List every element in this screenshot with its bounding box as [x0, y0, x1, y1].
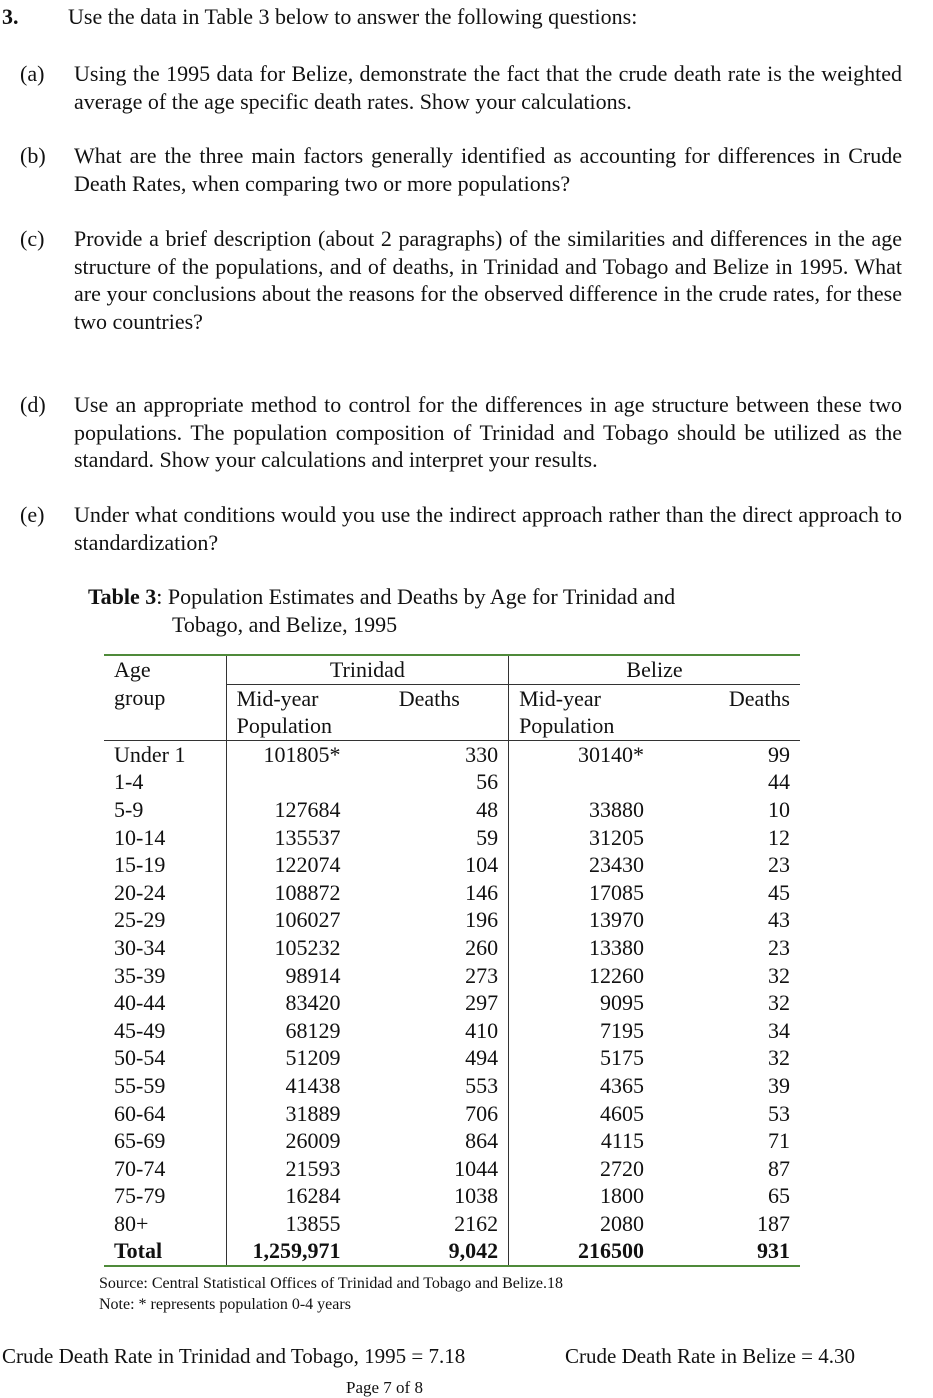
cell-tt-deaths: 104: [465, 852, 499, 878]
cell-bz-pop: 5175: [509, 1044, 654, 1072]
cell-tt-pop: 68129: [226, 1017, 350, 1045]
cell-age: 45-49: [114, 1017, 166, 1043]
total-bz-pop: 216500: [509, 1237, 654, 1266]
part-d-label: (d): [20, 392, 46, 417]
cell-bz-deaths: 187: [757, 1210, 790, 1236]
part-e-label: (e): [20, 502, 45, 527]
cell-bz-deaths: 10: [768, 796, 790, 822]
header-belize: Belize: [509, 655, 800, 684]
cell-bz-deaths: 23: [768, 852, 790, 878]
header-bz-midyear: Mid-year: [519, 685, 601, 711]
cell-bz-deaths: 39: [768, 1072, 790, 1098]
question-number: 3.: [2, 4, 19, 29]
header-age-line1: Age: [104, 655, 226, 684]
table-row: [104, 962, 800, 990]
cell-bz-pop: 7195: [509, 1017, 654, 1045]
cell-bz-deaths: 71: [768, 1128, 790, 1154]
table-notes: [99, 1273, 563, 1315]
cell-tt-pop: [226, 768, 350, 796]
table-row: [104, 796, 800, 824]
cell-bz-pop: [509, 768, 654, 796]
cell-bz-pop: 2080: [509, 1210, 654, 1238]
table-row: [104, 1155, 800, 1183]
cell-bz-deaths: 23: [768, 934, 790, 960]
table-body: [104, 740, 800, 1237]
header-tt-midyear: Mid-year: [236, 685, 319, 711]
part-b: [20, 142, 902, 197]
cell-bz-pop: 17085: [509, 879, 654, 907]
crude-death-rate-belize: Crude Death Rate in Belize = 4.30: [565, 1344, 856, 1368]
part-a-label: (a): [20, 61, 45, 86]
cell-tt-deaths: 196: [465, 907, 499, 933]
cell-bz-pop: 4605: [509, 1100, 654, 1128]
question-intro: Use the data in Table 3 below to answer the following questions:: [68, 4, 638, 29]
cell-bz-pop: 30140*: [509, 740, 654, 768]
part-d-text: Use an appropriate method to control for the differences in age structure between these two populations. The population composition of Trinidad and Tobago should be utilized as the standard. Show your calculations and interpret your results.: [74, 392, 902, 472]
cell-tt-pop: 31889: [226, 1100, 350, 1128]
table-caption-line2: Tobago, and Belize, 1995: [172, 612, 398, 637]
cell-tt-deaths: 494: [465, 1045, 499, 1071]
part-c-label: (c): [20, 226, 45, 251]
table-source: Source: Central Statistical Offices of Trinidad and Tobago and Belize.18: [99, 1275, 563, 1292]
cell-bz-deaths: 44: [768, 769, 790, 795]
cell-bz-deaths: 65: [768, 1183, 790, 1209]
cell-tt-deaths: 146: [465, 879, 499, 905]
cell-bz-deaths: 53: [768, 1100, 790, 1126]
header-tt-population: [226, 684, 350, 740]
cell-age: 75-79: [114, 1183, 166, 1209]
cell-tt-deaths: 56: [476, 769, 499, 795]
cell-tt-pop: 41438: [226, 1072, 350, 1100]
total-bz-deaths: 931: [654, 1237, 800, 1266]
cell-bz-pop: 12260: [509, 962, 654, 990]
cell-bz-deaths: 32: [768, 1045, 790, 1071]
total-label: Total: [104, 1237, 226, 1266]
cell-tt-pop: 13855: [226, 1210, 350, 1238]
table-caption: [88, 583, 675, 639]
cell-bz-pop: 4365: [509, 1072, 654, 1100]
cell-tt-pop: 51209: [226, 1044, 350, 1072]
header-tt-population-word: Population: [236, 713, 332, 739]
page-number: Page 7 of 8: [346, 1378, 423, 1397]
cell-tt-deaths: 48: [476, 796, 499, 822]
header-tt-deaths: Deaths: [350, 684, 508, 740]
cell-age: 20-24: [114, 879, 166, 905]
crude-death-rate-trinidad: Crude Death Rate in Trinidad and Tobago, 1995 = 7.18: [2, 1344, 466, 1368]
header-trinidad: Trinidad: [226, 655, 508, 684]
cell-tt-pop: 105232: [226, 934, 350, 962]
table-row: [104, 934, 800, 962]
cell-tt-pop: 106027: [226, 906, 350, 934]
cell-age: 70-74: [114, 1155, 166, 1181]
cell-age: 25-29: [114, 907, 166, 933]
cell-tt-deaths: 553: [465, 1072, 499, 1098]
table-row: [104, 1182, 800, 1210]
cell-tt-deaths: 330: [465, 741, 499, 767]
cell-age: 35-39: [114, 962, 166, 988]
cell-age: 50-54: [114, 1045, 166, 1071]
cell-bz-pop: 33880: [509, 796, 654, 824]
cell-tt-pop: 101805*: [226, 740, 350, 768]
cell-tt-deaths: 864: [465, 1128, 499, 1154]
cell-age: 1-4: [114, 769, 144, 795]
header-bz-deaths: Deaths: [654, 684, 800, 740]
cell-age: 5-9: [114, 796, 144, 822]
cell-bz-deaths: 99: [768, 741, 790, 767]
cell-age: Under 1: [114, 741, 186, 767]
cell-tt-pop: 98914: [226, 962, 350, 990]
table-subheader-row: [104, 684, 800, 740]
cell-tt-pop: 16284: [226, 1182, 350, 1210]
total-tt-pop: 1,259,971: [226, 1237, 350, 1266]
part-a-text: Using the 1995 data for Belize, demonstrate the fact that the crude death rate is the weighted average of the age specific death rates. Show your calculations.: [74, 61, 902, 114]
table-row: [104, 824, 800, 852]
cell-age: 30-34: [114, 934, 166, 960]
part-a: [20, 60, 902, 115]
cell-tt-pop: 108872: [226, 879, 350, 907]
part-c: [20, 225, 902, 335]
cell-bz-deaths: 32: [768, 962, 790, 988]
cell-tt-pop: 135537: [226, 824, 350, 852]
part-e-text: Under what conditions would you use the indirect approach rather than the direct approach to standardization?: [74, 502, 902, 555]
cell-tt-pop: 83420: [226, 989, 350, 1017]
header-age-line2: group: [104, 684, 226, 740]
cell-age: 80+: [114, 1210, 149, 1236]
cell-tt-pop: 21593: [226, 1155, 350, 1183]
table-total-row: [104, 1237, 800, 1266]
cell-bz-deaths: 32: [768, 990, 790, 1016]
table-row: [104, 1072, 800, 1100]
data-table: [104, 654, 800, 1267]
part-b-label: (b): [20, 143, 46, 168]
cell-bz-deaths: 45: [768, 879, 790, 905]
cell-bz-pop: 13380: [509, 934, 654, 962]
table-row: [104, 879, 800, 907]
cell-bz-pop: 4115: [509, 1127, 654, 1155]
total-tt-deaths: 9,042: [350, 1237, 508, 1266]
table-row: [104, 1017, 800, 1045]
cell-bz-pop: 31205: [509, 824, 654, 852]
cell-bz-deaths: 34: [768, 1017, 790, 1043]
table-row: [104, 1044, 800, 1072]
cell-bz-deaths: 87: [768, 1155, 790, 1181]
table-caption-line1: : Population Estimates and Deaths by Age for Trinidad and: [156, 584, 676, 609]
table-note: Note: * represents population 0-4 years: [99, 1296, 351, 1313]
cell-age: 10-14: [114, 824, 166, 850]
cell-bz-pop: 23430: [509, 851, 654, 879]
cell-bz-pop: 2720: [509, 1155, 654, 1183]
table-row: [104, 851, 800, 879]
cell-bz-pop: 9095: [509, 989, 654, 1017]
cell-bz-pop: 13970: [509, 906, 654, 934]
cell-tt-deaths: 59: [476, 824, 499, 850]
table-row: [104, 1210, 800, 1238]
cell-tt-deaths: 297: [465, 990, 499, 1016]
cell-age: 55-59: [114, 1072, 166, 1098]
cell-tt-pop: 122074: [226, 851, 350, 879]
cell-age: 60-64: [114, 1100, 166, 1126]
table-caption-label: Table 3: [88, 584, 157, 609]
cell-age: 15-19: [114, 852, 166, 878]
cell-bz-pop: 1800: [509, 1182, 654, 1210]
cell-bz-deaths: 43: [768, 907, 790, 933]
cell-tt-deaths: 706: [465, 1100, 499, 1126]
table-header-row: [104, 655, 800, 684]
table-row: [104, 906, 800, 934]
table-row: [104, 1127, 800, 1155]
cell-tt-pop: 26009: [226, 1127, 350, 1155]
cell-age: 40-44: [114, 990, 166, 1016]
cell-tt-deaths: 1044: [454, 1155, 499, 1181]
part-b-text: What are the three main factors generally identified as accounting for differences in Crude Death Rates, when comparing two or more populations?: [74, 143, 902, 196]
table-row: [104, 740, 800, 768]
cell-bz-deaths: 12: [768, 824, 790, 850]
cell-tt-deaths: 273: [465, 962, 499, 988]
table-row: [104, 768, 800, 796]
cell-tt-deaths: 1038: [454, 1183, 499, 1209]
part-c-text: Provide a brief description (about 2 paragraphs) of the similarities and differences in the age structure of the populations, and of deaths, in Trinidad and Tobago and Belize in 1995. What are your conclusions about the reasons for the observed difference in the crude rates, for these two countries?: [74, 226, 902, 334]
cell-tt-deaths: 410: [465, 1017, 499, 1043]
part-d: [20, 391, 902, 474]
header-bz-population-word: Population: [519, 713, 615, 739]
table-row: [104, 1100, 800, 1128]
cell-tt-deaths: 2162: [454, 1210, 499, 1236]
cell-age: 65-69: [114, 1128, 166, 1154]
part-e: [20, 501, 902, 556]
table-row: [104, 989, 800, 1017]
cell-tt-pop: 127684: [226, 796, 350, 824]
header-bz-population: [509, 684, 654, 740]
cell-tt-deaths: 260: [465, 934, 499, 960]
